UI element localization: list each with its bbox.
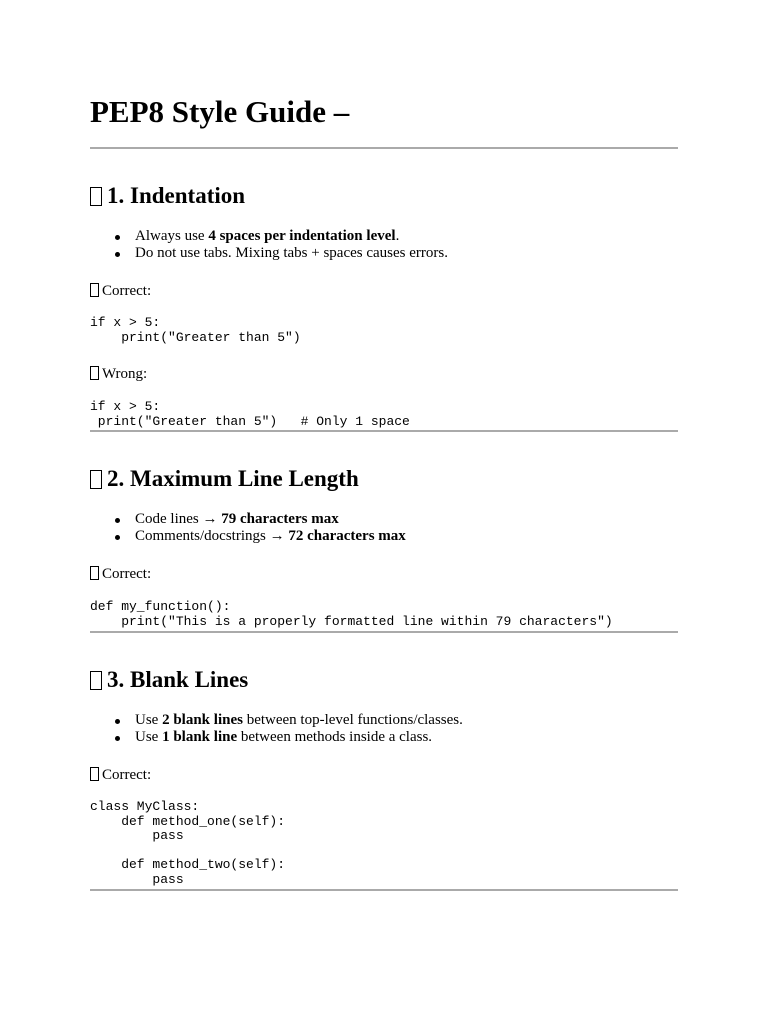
missing-glyph-icon (90, 671, 102, 690)
missing-glyph-icon (90, 366, 99, 380)
list-item: Always use 4 spaces per indentation level. (90, 228, 448, 245)
code-block-wrong: if x > 5: print("Greater than 5") # Only 1 space (90, 399, 410, 429)
code-block-correct: def my_function(): print("This is a properly formatted line within 79 characters") (90, 599, 613, 629)
section-heading-line-length (90, 465, 359, 493)
section-divider (90, 889, 678, 891)
example-label-correct: Correct: (90, 767, 151, 784)
section-divider (90, 631, 678, 633)
bullet-list-blank-lines (90, 712, 463, 746)
missing-glyph-icon (90, 566, 99, 580)
bullet-list-indentation (90, 228, 448, 262)
missing-glyph-icon (90, 187, 102, 206)
bullet-list-line-length (90, 511, 406, 545)
section-divider (90, 430, 678, 432)
list-item: Code lines → 79 characters max (90, 511, 406, 528)
title-divider (90, 147, 678, 149)
section-heading-text: 1. Indentation (107, 183, 246, 208)
missing-glyph-icon (90, 470, 102, 489)
code-block-correct: if x > 5: print("Greater than 5") (90, 315, 301, 345)
section-heading-blank-lines (90, 666, 248, 694)
section-heading-text: 2. Maximum Line Length (107, 466, 359, 491)
code-block-correct: class MyClass: def method_one(self): pass def method_two(self): pass (90, 799, 286, 887)
list-item: Use 2 blank lines between top-level functions/classes. (90, 712, 463, 729)
section-heading-indentation (90, 182, 245, 210)
list-item: Comments/docstrings → 72 characters max (90, 528, 406, 545)
section-heading-text: 3. Blank Lines (107, 667, 249, 692)
missing-glyph-icon (90, 767, 99, 781)
list-item: Do not use tabs. Mixing tabs + spaces causes errors. (90, 245, 448, 262)
list-item: Use 1 blank line between methods inside a class. (90, 729, 463, 746)
example-label-correct: Correct: (90, 566, 151, 583)
page-title: PEP8 Style Guide – (90, 94, 350, 129)
example-label-correct: Correct: (90, 283, 151, 300)
example-label-wrong: Wrong: (90, 366, 147, 383)
missing-glyph-icon (90, 283, 99, 297)
